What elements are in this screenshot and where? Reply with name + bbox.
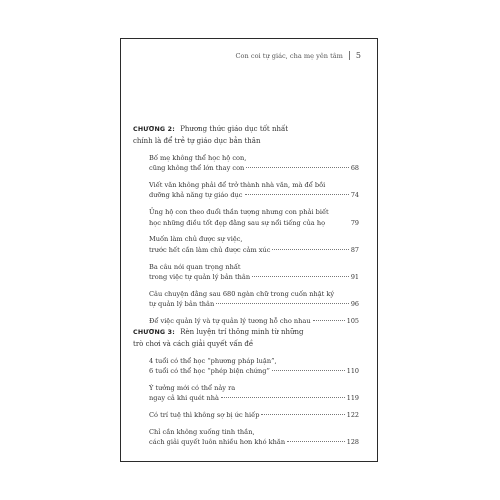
toc-entry-text: dưỡng khả năng tự giáo dục xyxy=(149,191,243,200)
toc-entry[interactable] xyxy=(149,234,359,255)
toc-entry-text: cũng không thể lớn thay con xyxy=(149,163,245,172)
toc-page-number: 122 xyxy=(346,411,359,420)
chapter-title-line-1: Phương thức giáo dục tốt nhất xyxy=(180,125,289,133)
toc-entry-text: Ý tưởng mới có thể nảy ra xyxy=(149,383,236,392)
book-page xyxy=(120,38,378,462)
toc-entry-text: ngay cả khi quét nhà xyxy=(149,394,219,403)
toc-entry-text: Muốn làm chủ được sự việc, xyxy=(149,235,243,244)
toc-entry-text: Để việc quản lý và tự quản lý tương hỗ cho nhau xyxy=(149,317,311,326)
chapter-3 xyxy=(133,327,359,448)
toc-page-number: 119 xyxy=(346,394,359,403)
toc-entries xyxy=(133,153,359,327)
chapter-label: CHƯƠNG 3: xyxy=(133,329,175,336)
running-header xyxy=(236,51,361,60)
toc-page-number: 110 xyxy=(346,366,359,375)
leader-dots xyxy=(221,397,345,398)
chapter-2 xyxy=(133,124,359,327)
toc-entry-text: Ba câu nói quan trọng nhất xyxy=(149,262,241,271)
toc-entry[interactable] xyxy=(149,180,359,201)
toc-entry[interactable] xyxy=(149,427,359,448)
toc-page-number: 87 xyxy=(350,245,359,254)
running-header-title: Con coi tự giác, cha mẹ yên tâm xyxy=(235,51,343,60)
leader-dots xyxy=(216,303,349,304)
toc-entry-text: Viết văn không phải để trở thành nhà văn, mà để bồi xyxy=(149,180,326,189)
toc-page-number: 105 xyxy=(346,317,359,326)
toc-entry-text: trước hết cần làm chủ được cảm xúc xyxy=(149,245,271,254)
chapter-title-line-2: trò chơi và cách giải quyết vấn đề xyxy=(133,339,254,348)
toc-entry-text: trong việc tự quản lý bản thân xyxy=(149,273,251,282)
chapter-title-line-1: Rèn luyện trí thông minh từ những xyxy=(180,328,304,336)
leader-dots xyxy=(245,194,349,195)
toc-entry-text: Có trí tuệ thì không sợ bị ức hiếp xyxy=(149,411,260,420)
toc-entries xyxy=(133,356,359,448)
toc-entry-text: 4 tuổi có thể học “phương pháp luận”, xyxy=(149,356,277,365)
toc-entry-text: Chỉ cần không xuống tinh thần, xyxy=(149,428,255,437)
toc-page-number: 128 xyxy=(346,438,359,447)
leader-dots xyxy=(252,276,349,277)
toc-entry[interactable] xyxy=(149,153,359,174)
toc-page-number: 68 xyxy=(350,163,359,172)
toc-entry[interactable] xyxy=(149,356,359,377)
toc-entry-text: học những điều tốt đẹp đằng sau sự nổi tiếng của họ xyxy=(149,218,326,227)
toc-entry[interactable] xyxy=(149,316,359,326)
chapter-heading xyxy=(133,327,359,349)
header-separator xyxy=(349,51,350,60)
toc-page-number: 96 xyxy=(350,300,359,309)
chapter-heading xyxy=(133,124,359,146)
toc-entry-text: 6 tuổi có thể học “phép biện chứng” xyxy=(149,366,270,375)
chapter-title-line-2: chính là để trẻ tự giáo dục bản thân xyxy=(133,136,261,145)
toc-entry-text: tự quản lý bản thân xyxy=(149,300,215,309)
leader-dots xyxy=(246,167,349,168)
toc-entry[interactable] xyxy=(149,289,359,310)
leader-dots xyxy=(287,441,345,442)
toc-page-number: 91 xyxy=(350,273,359,282)
leader-dots xyxy=(272,370,345,371)
toc-entry[interactable] xyxy=(149,410,359,420)
toc-page-number: 74 xyxy=(350,191,359,200)
toc-entry[interactable] xyxy=(149,262,359,283)
chapter-label: CHƯƠNG 2: xyxy=(133,126,175,133)
leader-dots xyxy=(313,320,345,321)
toc-entry[interactable] xyxy=(149,207,359,228)
toc-page-number: 79 xyxy=(350,218,359,227)
toc-entry-text: cách giải quyết luôn nhiều hơn khó khăn xyxy=(149,438,286,447)
toc-entry-text: Ủng hộ con theo đuổi thần tượng nhưng con phải biết xyxy=(149,208,329,217)
leader-dots xyxy=(261,414,344,415)
leader-dots xyxy=(272,249,348,250)
page-number: 5 xyxy=(355,51,361,60)
toc-entry[interactable] xyxy=(149,383,359,404)
toc-entry-text: Bố mẹ không thể học hộ con, xyxy=(149,153,247,162)
toc-entry-text: Câu chuyện đằng sau 680 ngàn chữ trong cuốn nhật ký xyxy=(149,290,335,299)
